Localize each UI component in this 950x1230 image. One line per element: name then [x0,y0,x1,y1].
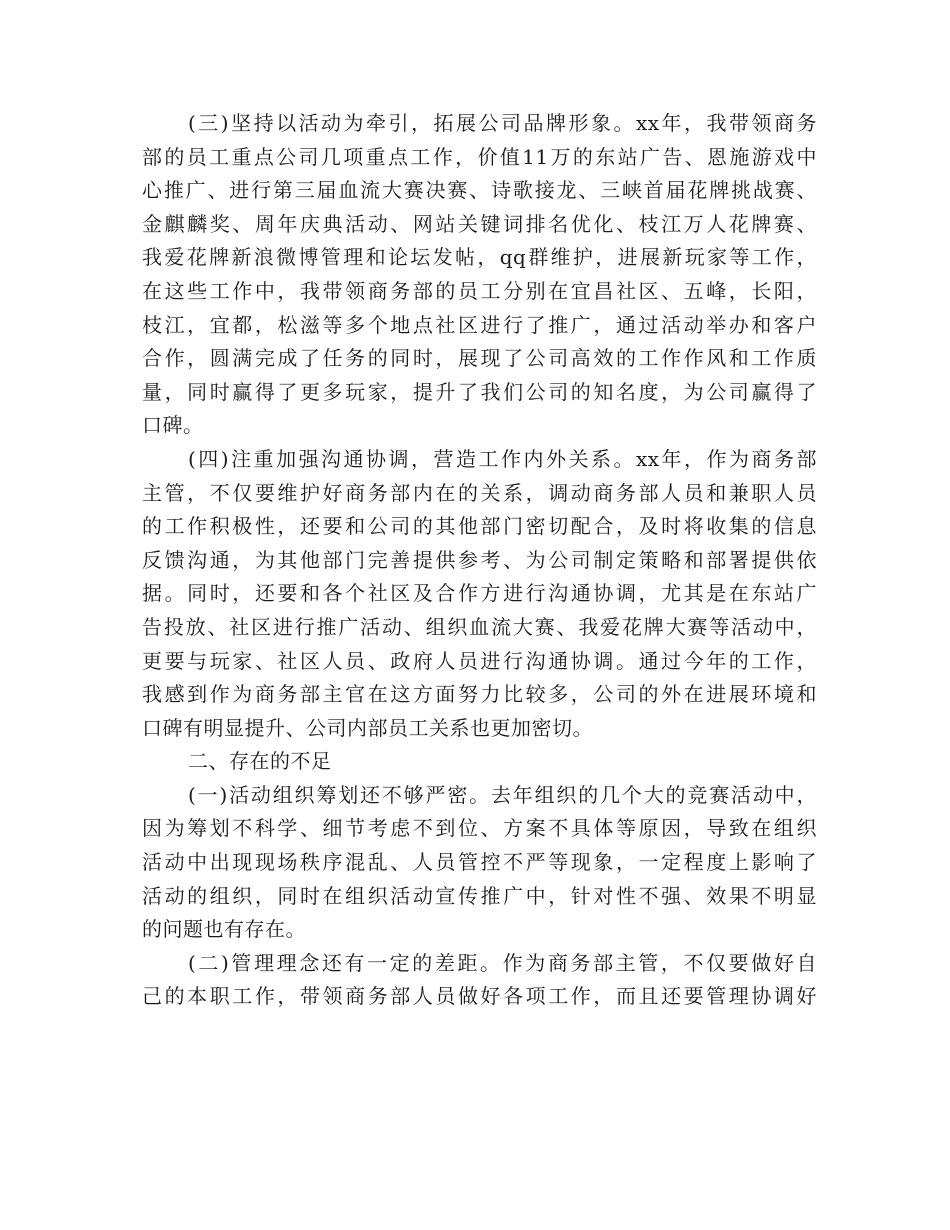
text-line: (四)注重加强沟通协调，营造工作内外关系。xx年，作为商务部 [188,446,817,471]
text-line: 因为筹划不科学、细节考虑不到位、方案不具体等原因，导致在组织 [142,816,817,841]
text-line: (一)活动组织筹划还不够严密。去年组织的几个大的竞赛活动中， [188,782,817,807]
text-line: 合作，圆满完成了任务的同时，展现了公司高效的工作作风和工作质 [142,346,817,371]
text-line: 部的员工重点公司几项重点工作，价值11万的东站广告、恩施游戏中 [142,144,817,169]
text-line: 在这些工作中，我带领商务部的员工分别在宜昌社区、五峰，长阳， [142,278,817,303]
text-line: 心推广、进行第三届血流大赛决赛、诗歌接龙、三峡首届花牌挑战赛、 [142,178,817,203]
text-line: 活动中出现现场秩序混乱、人员管控不严等现象，一定程度上影响了 [142,850,817,875]
text-line: 告投放、社区进行推广活动、组织血流大赛、我爱花牌大赛等活动中， [142,614,817,639]
text-line: 二、存在的不足 [188,749,332,774]
text-line: 据。同时，还要和各个社区及合作方进行沟通协调，尤其是在东站广 [142,581,817,606]
text-line: (三)坚持以活动为牵引，拓展公司品牌形象。xx年，我带领商务 [188,111,817,135]
text-line: 口碑有明显提升、公司内部员工关系也更加密切。 [142,715,593,740]
text-line: 反馈沟通，为其他部门完善提供参考、为公司制定策略和部署提供依 [142,547,817,572]
text-line: 己的本职工作，带领商务部人员做好各项工作，而且还要管理协调好 [142,984,817,1009]
text-line: 我感到作为商务部主官在这方面努力比较多，公司的外在进展环境和 [142,682,817,707]
text-line: 活动的组织，同时在组织活动宣传推广中，针对性不强、效果不明显 [142,883,817,908]
text-line: 的工作积极性，还要和公司的其他部门密切配合，及时将收集的信息 [142,514,817,539]
text-line: (二)管理理念还有一定的差距。作为商务部主管，不仅要做好自 [188,950,817,975]
text-line: 口碑。 [142,413,204,438]
text-line: 主管，不仅要维护好商务部内在的关系，调动商务部人员和兼职人员 [142,480,817,505]
document-body [142,107,817,1014]
text-line: 更要与玩家、社区人员、政府人员进行沟通协调。通过今年的工作， [142,648,817,673]
text-line: 金麒麟奖、周年庆典活动、网站关键词排名优化、枝江万人花牌赛、 [142,211,817,236]
text-line: 枝江，宜都，松滋等多个地点社区进行了推广，通过活动举办和客户 [142,312,817,337]
text-line: 量，同时赢得了更多玩家，提升了我们公司的知名度，为公司赢得了 [142,379,817,404]
text-line: 的问题也有存在。 [142,917,306,942]
text-line: 我爱花牌新浪微博管理和论坛发帖，qq群维护，进展新玩家等工作， [142,245,817,270]
